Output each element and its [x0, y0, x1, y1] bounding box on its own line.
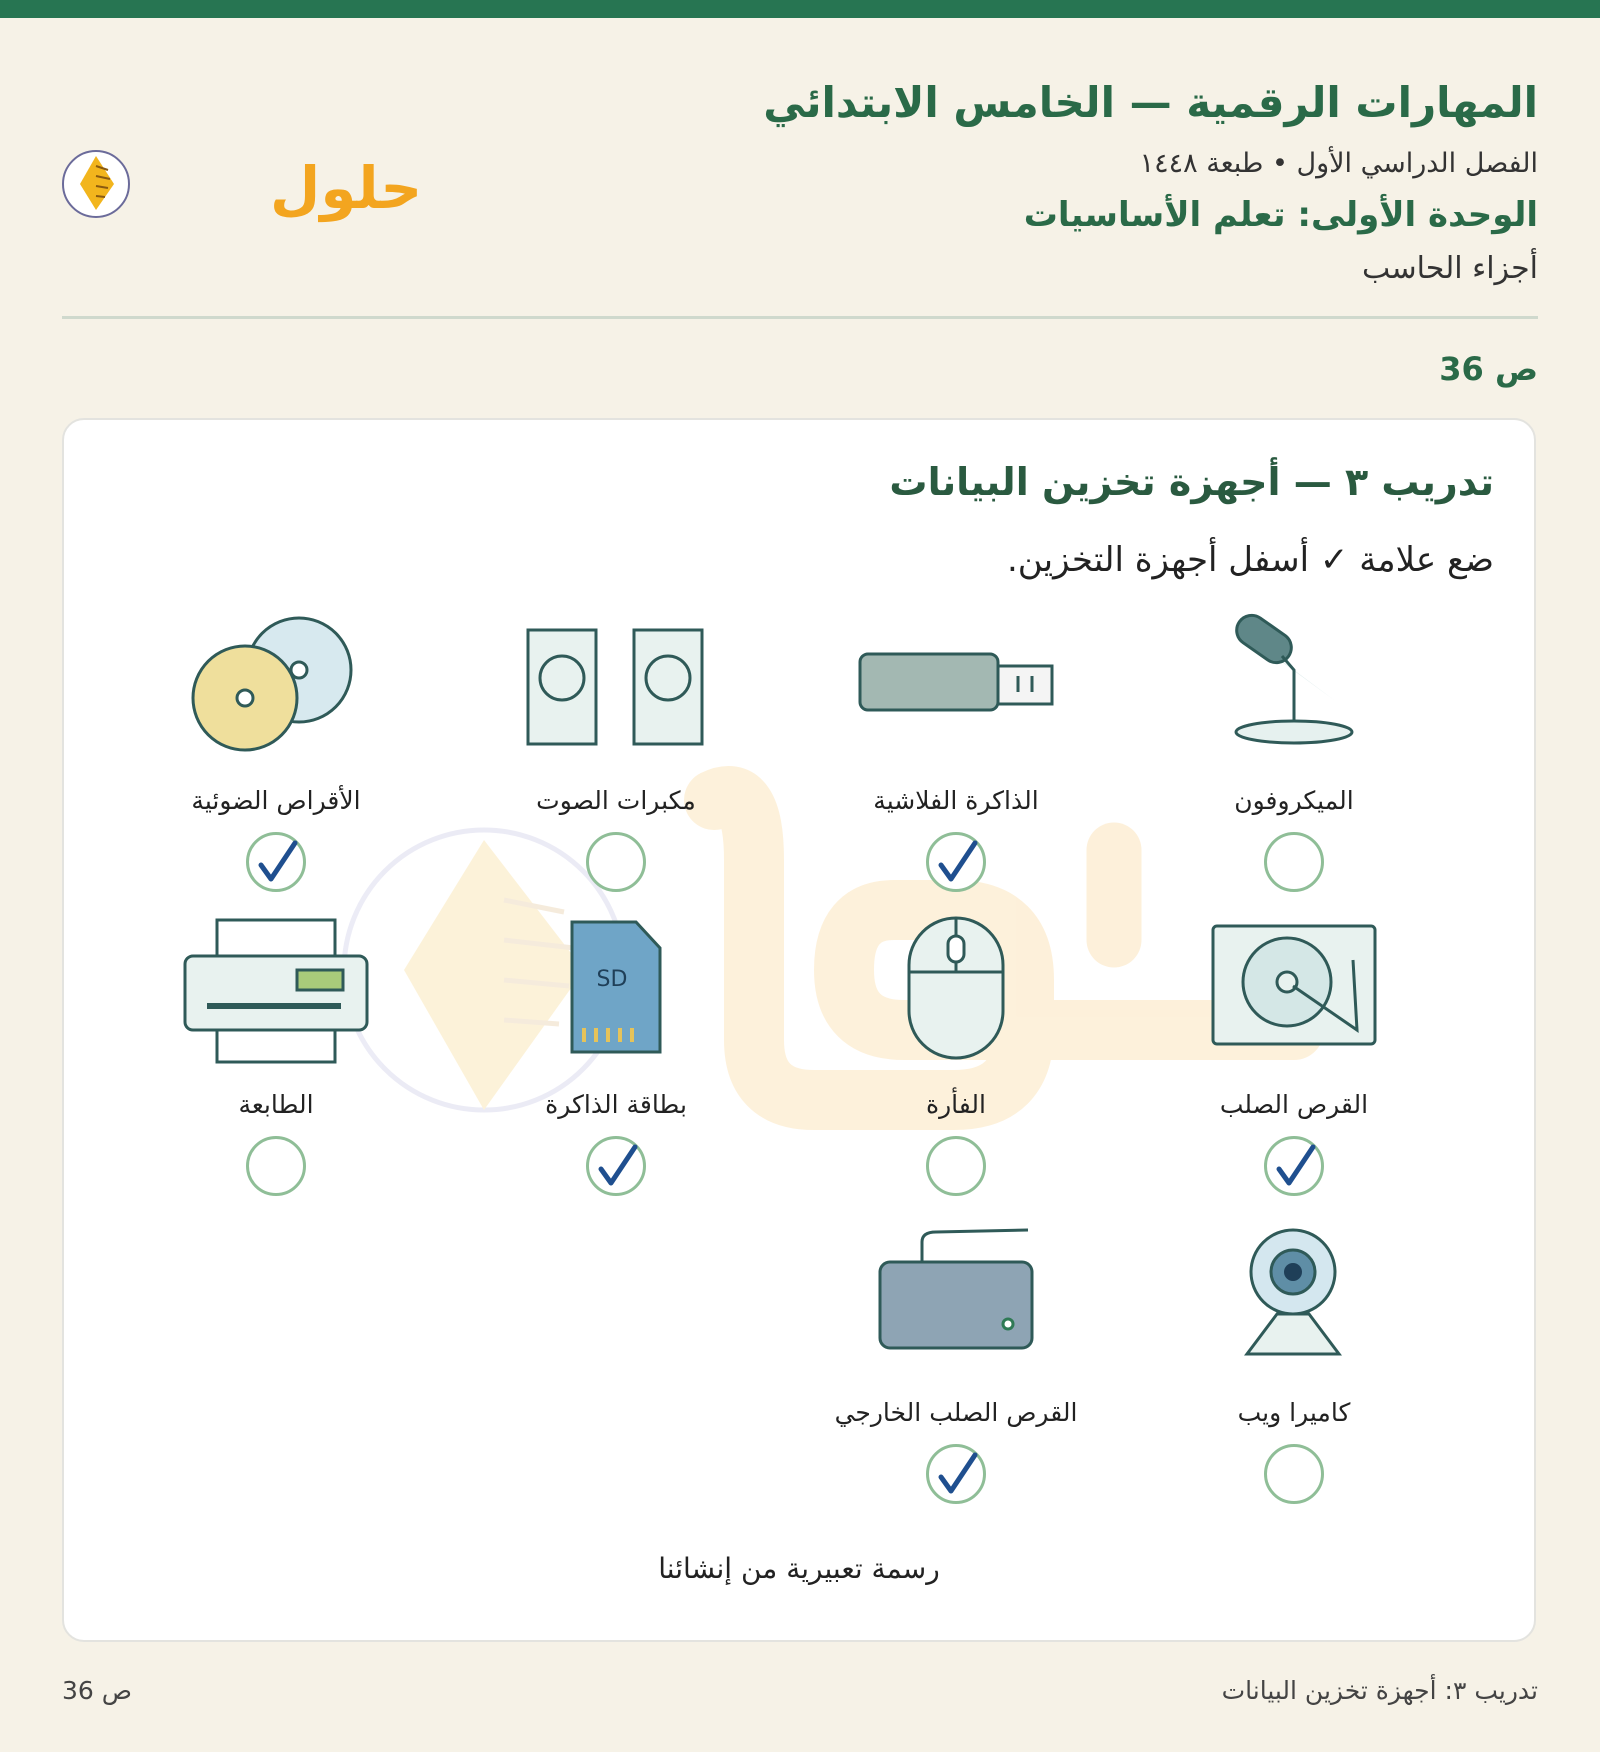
- item-label: بطاقة الذاكرة: [545, 1090, 687, 1119]
- microphone-icon: [1224, 610, 1364, 760]
- check-circle[interactable]: [1264, 1444, 1324, 1504]
- sd-card-icon: [566, 918, 666, 1058]
- speakers-icon: [521, 626, 711, 756]
- check-circle[interactable]: [246, 1136, 306, 1196]
- logo: [60, 132, 423, 222]
- check-circle[interactable]: [586, 832, 646, 892]
- item-label: الذاكرة الفلاشية: [873, 786, 1039, 815]
- page-title: المهارات الرقمية — الخامس الابتدائي: [763, 78, 1538, 127]
- check-circle[interactable]: [926, 1136, 986, 1196]
- item-label: القرص الصلب: [1219, 1090, 1369, 1119]
- footer-page-number: ص 36: [62, 1676, 132, 1705]
- checkmark-icon: [255, 837, 299, 885]
- check-circle[interactable]: [926, 1444, 986, 1504]
- mouse-icon: [901, 914, 1011, 1064]
- footer-exercise-label: تدريب ٣: أجهزة تخزين البيانات: [1221, 1676, 1538, 1705]
- check-circle[interactable]: [1264, 832, 1324, 892]
- item-label: الطابعة: [238, 1090, 314, 1119]
- webcam-icon: [1239, 1226, 1349, 1356]
- item-label: الأقراص الضوئية: [191, 786, 361, 815]
- item-label: الفأرة: [926, 1090, 986, 1119]
- header: [763, 70, 1538, 294]
- semester-info: الفصل الدراسي الأول • طبعة ١٤٤٨: [1139, 148, 1538, 179]
- exercise-instruction: ضع علامة ✓ أسفل أجهزة التخزين.: [1006, 540, 1494, 580]
- exercise-card: [62, 418, 1536, 1642]
- checkmark-icon: [935, 837, 979, 885]
- check-circle[interactable]: [586, 1136, 646, 1196]
- optical-discs-icon: [191, 614, 361, 754]
- printer-icon: [181, 916, 371, 1066]
- external-hdd-icon: [876, 1226, 1036, 1356]
- logo-wordmark: حلول: [270, 154, 423, 222]
- usb-flash-icon: [856, 610, 1056, 760]
- checkmark-icon: [595, 1141, 639, 1189]
- item-label: القرص الصلب الخارجي: [834, 1398, 1078, 1427]
- checkmark-icon: [935, 1449, 979, 1497]
- check-circle[interactable]: [246, 832, 306, 892]
- checkmark-icon: [1273, 1141, 1317, 1189]
- sd-label: SD: [596, 967, 628, 992]
- header-divider: [62, 316, 1538, 319]
- top-bar: [0, 0, 1600, 18]
- hard-disk-icon: [1209, 920, 1379, 1050]
- lesson-title: أجزاء الحاسب: [1362, 251, 1538, 286]
- page-number: ص 36: [1439, 350, 1538, 388]
- illustration-caption: رسمة تعبيرية من إنشائنا: [658, 1552, 940, 1585]
- item-label: مكبرات الصوت: [536, 786, 696, 815]
- exercise-title: تدريب ٣ — أجهزة تخزين البيانات: [889, 460, 1494, 504]
- item-label: كاميرا ويب: [1237, 1398, 1351, 1427]
- check-circle[interactable]: [1264, 1136, 1324, 1196]
- unit-title: الوحدة الأولى: تعلم الأساسيات: [1023, 195, 1538, 235]
- check-circle[interactable]: [926, 832, 986, 892]
- item-label: الميكروفون: [1234, 786, 1354, 815]
